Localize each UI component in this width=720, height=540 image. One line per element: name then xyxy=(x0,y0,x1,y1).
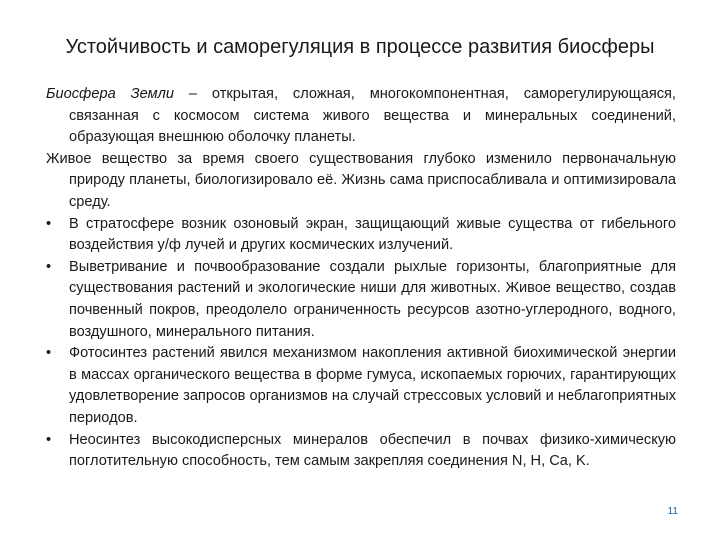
bullet-text: Неосинтез высокодисперсных минералов обеспечил в почвах физико-химическую поглотительную способность, тем самым закрепляя соединения N, H, Ca, K. xyxy=(69,431,676,470)
bullet-text: Выветривание и почвообразование создали рыхлые горизонты, благоприятные для существования растений и экологические ниши для животных. Живое вещество, создав почвенный покров, преодолело ограниченность ресурсов азотно-углеродного, водного, воздушного, минерального питания. xyxy=(69,258,676,340)
paragraph-living-matter xyxy=(46,149,676,214)
bullet-icon: • xyxy=(46,258,52,275)
paragraph-lead: Биосфера Земли xyxy=(46,86,174,102)
bullet-list xyxy=(46,214,676,473)
bullet-item xyxy=(46,430,676,473)
bullet-item xyxy=(46,214,676,257)
slide-content xyxy=(46,84,676,473)
slide-title: Устойчивость и саморегуляция в процессе развития биосферы xyxy=(65,36,655,58)
bullet-text: Фотосинтез растений явился механизмом накопления активной биохимической энергии в массах органического вещества в форме гумуса, ископаемых горючих, гарантирующих удовлетворение запросов организмов на случай стрессовых условий и неблагоприятных периодов. xyxy=(69,345,676,426)
paragraph-text: Живое вещество за время своего существования глубоко изменило первоначальную природу планеты, биологизировало её. Жизнь сама приспосабливала и оптимизировала среду. xyxy=(46,150,676,210)
bullet-icon: • xyxy=(46,215,52,232)
paragraph-biosphere xyxy=(46,84,676,149)
bullet-icon: • xyxy=(46,431,52,448)
bullet-item xyxy=(46,343,676,429)
paragraph-text: – открытая, сложная, многокомпонентная, саморегулирующаяся, связанная с космосом система живого вещества и минеральных соединений, образующая внешнюю оболочку планеты. xyxy=(69,86,676,146)
bullet-text: В стратосфере возник озоновый экран, защищающий живые существа от гибельного воздействия у/ф лучей и других космических излучений. xyxy=(69,215,676,254)
bullet-item xyxy=(46,257,676,343)
page-number: 11 xyxy=(667,506,678,517)
bullet-icon: • xyxy=(46,345,52,362)
